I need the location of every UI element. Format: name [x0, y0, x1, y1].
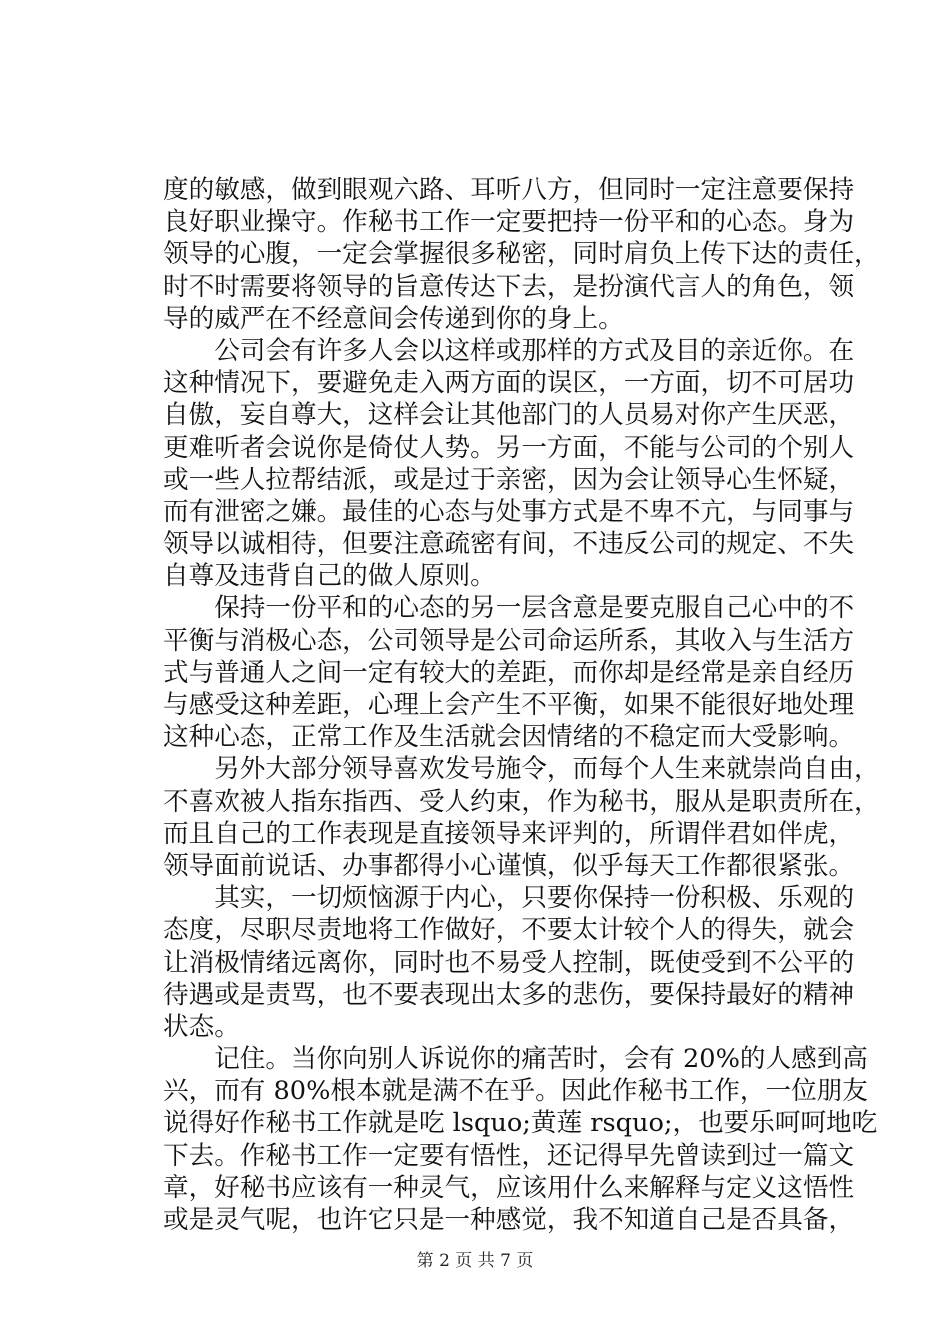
text-line: 或是灵气呢，也许它只是一种感觉，我不知道自己是否具备，: [163, 1205, 855, 1235]
text-line: 章，好秘书应该有一种灵气，应该用什么来解释与定义这悟性: [163, 1172, 855, 1203]
text-line: 下去。作秘书工作一定要有悟性，还记得早先曾读到过一篇文: [163, 1140, 855, 1171]
text-line: 公司会有许多人会以这样或那样的方式及目的亲近你。在: [214, 335, 855, 366]
text-line: 度的敏感，做到眼观六路、耳听八方，但同时一定注意要保持: [163, 175, 855, 205]
text-line: 说得好作秘书工作就是吃 lsquo;黄莲 rsquo;，也要乐呵呵地吃: [163, 1108, 878, 1139]
text-line: 兴，而有 80%根本就是满不在乎。因此作秘书工作，一位朋友: [163, 1076, 868, 1107]
text-line: 另外大部分领导喜欢发号施令，而每个人生来就崇尚自由，: [214, 754, 880, 785]
text-line: 领导面前说话、办事都得小心谨慎，似乎每天工作都很紧张。: [163, 850, 855, 881]
page-footer: 第 2 页 共 7 页: [416, 1251, 534, 1271]
text-line: 其实，一切烦恼源于内心，只要你保持一份积极、乐观的: [214, 883, 855, 914]
text-line: 态度，尽职尽责地将工作做好，不要太计较个人的得失，就会: [163, 915, 855, 946]
text-line: 这种情况下，要避免走入两方面的误区，一方面，切不可居功: [163, 368, 855, 399]
text-line: 让消极情绪远离你，同时也不易受人控制，既使受到不公平的: [163, 947, 855, 978]
text-line: 式与普通人之间一定有较大的差距，而你却是经常是亲自经历: [163, 657, 855, 688]
text-line: 导的威严在不经意间会传递到你的身上。: [163, 303, 624, 334]
text-line: 平衡与消极心态，公司领导是公司命运所系，其收入与生活方: [163, 625, 855, 656]
text-line: 记住。当你向别人诉说你的痛苦时，会有 20%的人感到高: [214, 1044, 868, 1075]
text-line: 而有泄密之嫌。最佳的心态与处事方式是不卑不亢，与同事与: [163, 496, 855, 527]
text-line: 领导以诚相待，但要注意疏密有间，不违反公司的规定、不失: [163, 529, 855, 560]
text-line: 领导的心腹，一定会掌握很多秘密，同时肩负上传下达的责任，: [163, 239, 880, 270]
text-line: 状态。: [163, 1011, 240, 1042]
text-line: 不喜欢被人指东指西、受人约束，作为秘书，服从是职责所在，: [163, 786, 880, 817]
text-line: 保持一份平和的心态的另一层含意是要克服自己心中的不: [214, 593, 855, 624]
text-line: 时不时需要将领导的旨意传达下去，是扮演代言人的角色，领: [163, 271, 855, 302]
text-line: 或一些人拉帮结派，或是过于亲密，因为会让领导心生怀疑，: [163, 464, 855, 495]
text-line: 与感受这种差距，心理上会产生不平衡，如果不能很好地处理: [163, 690, 855, 720]
text-line: 自傲，妄自尊大，这样会让其他部门的人员易对你产生厌恶，: [163, 400, 855, 431]
text-line: 良好职业操守。作秘书工作一定要把持一份平和的心态。身为: [163, 207, 855, 238]
text-line: 待遇或是责骂，也不要表现出太多的悲伤，要保持最好的精神: [163, 979, 855, 1010]
text-line: 更难听者会说你是倚仗人势。另一方面，不能与公司的个别人: [163, 432, 855, 463]
document-body: [163, 174, 880, 1236]
text-line: 这种心态，正常工作及生活就会因情绪的不稳定而大受影响。: [163, 722, 855, 753]
text-line: 而且自己的工作表现是直接领导来评判的，所谓伴君如伴虎，: [163, 818, 855, 849]
text-line: 自尊及违背自己的做人原则。: [163, 561, 496, 592]
